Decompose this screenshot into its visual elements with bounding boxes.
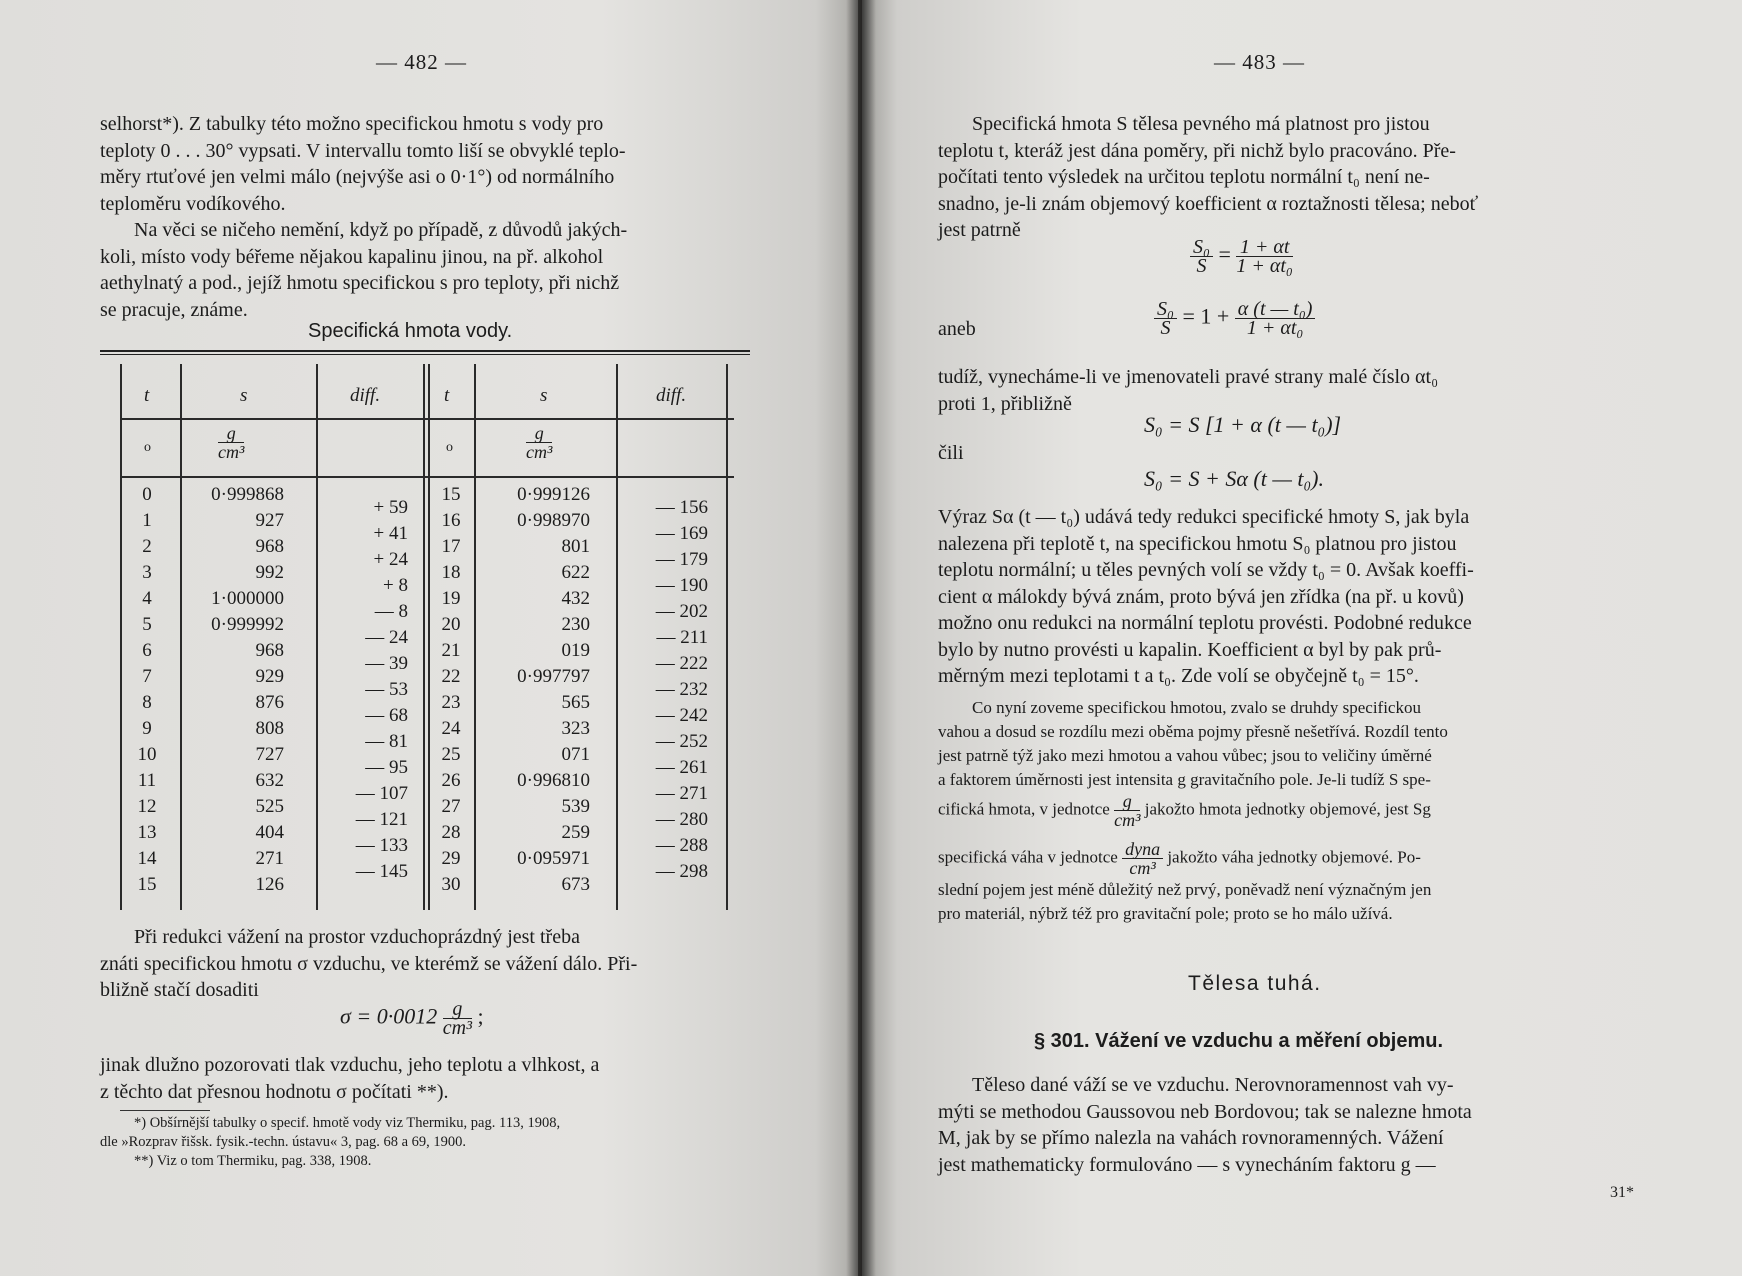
table-cell: — 242 [655, 705, 708, 726]
table-cell: 15 [441, 484, 461, 505]
table-cell: 876 [255, 692, 284, 713]
column-s1 [184, 482, 284, 898]
table-cell: 727 [255, 744, 284, 765]
text-line: jinak dlužno pozorovati tlak vzduchu, jeho teplotu a vlhkost, a [100, 1054, 600, 1076]
unit-degree: o [144, 440, 151, 455]
table-cell: 23 [441, 692, 461, 713]
table-cell: 17 [441, 536, 461, 557]
text-line: z těchto dat přesnou hodnotu σ počítati **). [100, 1080, 449, 1103]
text-line: Co nyní zoveme specifickou hmotou, zvalo se druhdy specifickou [972, 698, 1421, 717]
text-line: Při redukci vážení na prostor vzduchoprázdný jest třeba [134, 926, 580, 948]
header-t: t [144, 385, 150, 406]
text-line: možno onu redukci na normální teplotu provésti. Podobné redukce [938, 612, 1472, 634]
eq1-lden: S [1196, 255, 1207, 277]
table-cell: — 107 [355, 783, 408, 804]
column-s2 [490, 482, 590, 898]
table-cell: 0 [142, 484, 152, 505]
table-col-line [474, 364, 476, 910]
unit-den: cm³ [526, 442, 553, 462]
table-cell: 565 [561, 692, 590, 713]
table-cell: 2 [142, 536, 152, 557]
table-cell: 019 [561, 640, 590, 661]
eq2-rden: 1 + αt₀ [1246, 317, 1304, 339]
table-cell: 14 [137, 848, 157, 869]
table-cell: 18 [441, 562, 461, 583]
table-col-line [316, 364, 318, 910]
table-cell: 259 [561, 822, 590, 843]
table-cell: 24 [441, 718, 461, 739]
text-line: jest patrně [938, 219, 1021, 241]
table-cell: 1 [142, 510, 152, 531]
table-top-rule-2 [100, 354, 750, 355]
footnote-line: **) Viz o tom Thermiku, pag. 338, 1908. [134, 1153, 372, 1169]
table-cell: 539 [561, 796, 590, 817]
text-line: jest mathematicky formulováno — s vynecháním faktoru g — [938, 1153, 1436, 1176]
eq2-lnum: S₀ [1154, 300, 1177, 319]
small2-num: g [1114, 792, 1140, 811]
text-span: specifická váha v jednotce [938, 847, 1118, 867]
table-cell: + 8 [383, 575, 408, 596]
small-line-fraction-1 [938, 792, 1650, 829]
unit-fraction [526, 424, 552, 461]
table-cell: 15 [137, 874, 157, 895]
text-line: bylo by nutno provésti u kapalin. Koefficient α byl by pak prů- [938, 638, 1442, 661]
table-cell: 13 [137, 822, 157, 843]
table-cell: + 41 [373, 523, 408, 544]
equation-3: S₀ = S [1 + α (t — t₀)] [1144, 412, 1342, 437]
table-col-line [616, 364, 618, 910]
small3-den: cm³ [1129, 858, 1156, 878]
table-cell: — 24 [365, 627, 408, 648]
table-cell: — 156 [655, 497, 708, 518]
unit-fraction [218, 424, 244, 461]
eq1-lnum: S₀ [1190, 238, 1213, 257]
column-diff1 [336, 495, 408, 885]
column-t1 [132, 482, 162, 898]
table-cell: 30 [441, 874, 461, 895]
left-paragraph-4 [100, 1052, 750, 1105]
text-line: snadno, je-li znám objemový koefficient α roztažnosti tělesa; neboť [938, 192, 1479, 215]
table-cell: 808 [255, 718, 284, 739]
table-cell: 21 [441, 640, 461, 661]
table-cell: + 59 [373, 497, 408, 518]
text-line: cient α málokdy bývá znám, proto bývá jen zřídka (na př. u kovů) [938, 585, 1464, 608]
text-line: selhorst*). Z tabulky této možno specifickou hmotu s vody pro [100, 113, 604, 135]
unit-num: g [218, 424, 244, 443]
eq2-rnum: α (t — t₀) [1235, 300, 1316, 319]
text-line: pro materiál, nýbrž též pro gravitační pole; proto se ho málo užívá. [938, 904, 1393, 923]
header-s: s [240, 385, 248, 406]
table-cell: 0·997797 [517, 666, 590, 687]
footnotes [100, 1114, 760, 1171]
text-line: proti 1, přibližně [938, 392, 1072, 415]
table-cell: 622 [561, 562, 590, 583]
text-line: měry rtuťové jen velmi málo (nejvýše asi o 0·1°) od normálního [100, 166, 615, 188]
text-span: cifická hmota, v jednotce [938, 799, 1110, 819]
table-cell: — 81 [365, 731, 408, 752]
right-paragraph-3 [938, 504, 1650, 690]
table-cell: — 190 [655, 575, 708, 596]
text-line: Na věci se ničeho nemění, když po případě, z důvodů jakých- [134, 219, 628, 241]
table-top-rule [100, 350, 750, 352]
table-cell: 8 [142, 692, 152, 713]
table-cell: — 280 [655, 809, 708, 830]
eq1-rnum: 1 + αt [1236, 238, 1293, 257]
table-cell: — 169 [655, 523, 708, 544]
text-line: teplotu normální; u těles pevných volí se vždy t₀ = 0. Avšak koeffi- [938, 559, 1474, 581]
table-cell: 22 [441, 666, 461, 687]
left-paragraph-2 [100, 217, 750, 323]
table-cell: — 271 [655, 783, 708, 804]
table-cell: 432 [561, 588, 590, 609]
table-cell: 6 [142, 640, 152, 661]
table-cell: — 68 [365, 705, 408, 726]
page-number-right: — 483 — [1214, 50, 1305, 74]
table-cell: — 202 [655, 601, 708, 622]
table-cell: — 8 [374, 601, 408, 622]
table-cell: 5 [142, 614, 152, 635]
table-cell: — 145 [355, 861, 408, 882]
right-paragraph-4 [938, 1072, 1650, 1178]
text-span: jakožto hmota jednotky objemové, jest Sg [1144, 799, 1431, 819]
table-cell: 29 [441, 848, 461, 869]
table-cell: 927 [255, 510, 284, 531]
text-line: Specifická hmota S tělesa pevného má platnost pro jistou [972, 113, 1430, 135]
text-line: teplotu t, kteráž jest dána poměry, při nichž bylo pracováno. Pře- [938, 139, 1456, 162]
table-cell: 1·000000 [211, 588, 284, 609]
table-cell: 271 [255, 848, 284, 869]
equation-2 [1154, 300, 1315, 337]
table-title: Specifická hmota vody. [308, 320, 513, 342]
table-cell: — 179 [655, 549, 708, 570]
table-header-divider [120, 476, 734, 478]
text-line: vahou a dosud se rozdílu mezi oběma pojmy přesně nešetřívá. Rozdíl tento [938, 722, 1448, 741]
table-cell: 0·996810 [517, 770, 590, 791]
footnote-line: *) Obšírnější tabulky o specif. hmotě vody viz Thermiku, pag. 113, 1908, [134, 1115, 561, 1131]
signature-mark: 31* [1610, 1184, 1634, 1201]
footnote-rule [120, 1110, 210, 1111]
table-cell: 0·999992 [211, 614, 284, 635]
unit-num: g [526, 424, 552, 443]
table-cell: — 222 [655, 653, 708, 674]
text-line: mýti se methodou Gaussovou neb Bordovou; tak se nalezne hmota [938, 1100, 1472, 1123]
table-cell: 230 [561, 614, 590, 635]
table-header-divider [120, 418, 734, 420]
right-paragraph-2 [938, 364, 1650, 417]
table-cell: 11 [137, 770, 157, 791]
text-line: nalezena při teplotě t, na specifickou hmotu S₀ platnou pro jistou [938, 532, 1457, 555]
text-line: měrným mezi teplotami t a t₀. Zde volí se obyčejně t₀ = 15°. [938, 665, 1419, 687]
table-cell: 525 [255, 796, 284, 817]
sigma-eq-den: cm³ [442, 1017, 473, 1039]
column-t2 [436, 482, 466, 898]
table-col-line [726, 364, 728, 910]
table-cell: 071 [561, 744, 590, 765]
table-cell: — 252 [655, 731, 708, 752]
subsection-title: § 301. Vážení ve vzduchu a měření objemu. [1034, 1030, 1444, 1052]
text-line: teploty 0 . . . 30° vypsati. V intervallu tomto liší se obvyklé teplo- [100, 139, 626, 162]
table-cell: — 298 [655, 861, 708, 882]
table-col-line [120, 364, 122, 910]
eq2-lden: S [1160, 317, 1171, 339]
table-cell: 673 [561, 874, 590, 895]
text-line: aethylnatý a pod., jejíž hmotu specifickou s pro teploty, při nichž [100, 272, 620, 294]
water-density-table [100, 350, 750, 910]
page-number-left: — 482 — [376, 50, 467, 74]
text-line: bližně stačí dosaditi [100, 979, 259, 1001]
left-page [0, 0, 858, 1276]
column-diff2 [636, 495, 708, 885]
text-line: Těleso dané váží se ve vzduchu. Nerovnoramennost vah vy- [972, 1074, 1454, 1096]
table-cell: — 133 [355, 835, 408, 856]
left-paragraph-3 [100, 924, 750, 1004]
table-cell: 26 [441, 770, 461, 791]
unit-degree: o [446, 440, 453, 455]
text-line: slední pojem jest méně důležitý než prvý, poněvadž není význačným jen [938, 880, 1432, 899]
table-cell: 27 [441, 796, 461, 817]
table-cell: 16 [441, 510, 461, 531]
left-paragraph-1 [100, 111, 750, 217]
table-cell: — 95 [365, 757, 408, 778]
table-cell: + 24 [373, 549, 408, 570]
table-cell: 968 [255, 640, 284, 661]
eq2-mid: = 1 + [1182, 303, 1230, 329]
table-cell: 25 [441, 744, 461, 765]
table-col-line [180, 364, 182, 910]
header-t: t [444, 385, 450, 406]
sigma-eq-num: g [443, 1000, 472, 1019]
aneb-label: aneb [938, 318, 976, 340]
table-cell: 632 [255, 770, 284, 791]
right-small-paragraph [938, 696, 1650, 792]
table-cell: — 53 [365, 679, 408, 700]
table-cell: — 232 [655, 679, 708, 700]
header-s: s [540, 385, 548, 406]
text-line: a faktorem úměrnosti jest intensita g gravitačního pole. Je-li tudíž S spe- [938, 770, 1431, 789]
table-cell: 126 [255, 874, 284, 895]
table-cell: 0·999868 [211, 484, 284, 505]
table-col-double-line [423, 364, 425, 910]
eq1-rden: 1 + αt₀ [1236, 255, 1293, 277]
text-span: jakožto váha jednotky objemové. Po- [1167, 847, 1421, 867]
table-cell: 801 [561, 536, 590, 557]
sigma-eq-end: ; [477, 1003, 484, 1029]
sigma-equation [340, 1000, 484, 1037]
header-diff: diff. [656, 385, 687, 406]
text-line: teploměru vodíkového. [100, 192, 286, 215]
equation-4: S₀ = S + Sα (t — t₀). [1144, 466, 1324, 491]
sigma-eq-left: σ = 0·0012 [340, 1003, 438, 1029]
text-line: počítati tento výsledek na určitou teplotu normální t₀ není ne- [938, 166, 1430, 188]
table-cell: 4 [142, 588, 152, 609]
text-line: M, jak by se přímo nalezla na vahách rovnoramenných. Vážení [938, 1127, 1444, 1149]
small3-num: dyna [1122, 840, 1163, 859]
cili-label: čili [938, 442, 964, 464]
table-cell: — 211 [656, 627, 708, 648]
header-diff: diff. [350, 385, 381, 406]
small-line-fraction-2 [938, 840, 1650, 877]
table-cell: 12 [137, 796, 157, 817]
table-cell: 20 [441, 614, 461, 635]
table-cell: — 261 [655, 757, 708, 778]
table-cell: — 121 [355, 809, 408, 830]
table-cell: 404 [255, 822, 284, 843]
book-gutter [846, 0, 876, 1276]
text-line: Výraz Sα (t — t₀) udává tedy redukci specifické hmoty S, jak byla [938, 506, 1470, 528]
table-cell: — 39 [365, 653, 408, 674]
table-cell: 0·998970 [517, 510, 590, 531]
table-cell: 992 [255, 562, 284, 583]
table-cell: 323 [561, 718, 590, 739]
table-cell: 0·095971 [517, 848, 590, 869]
text-line: tudíž, vynecháme-li ve jmenovateli pravé strany malé číslo αt₀ [938, 366, 1439, 388]
right-paragraph-1 [938, 111, 1650, 244]
table-cell: 19 [441, 588, 461, 609]
text-line: koli, místo vody béřeme nějakou kapalinu jinou, na př. alkohol [100, 245, 604, 268]
table-cell: 28 [441, 822, 461, 843]
table-cell: 9 [142, 718, 152, 739]
text-line: znáti specifickou hmotu σ vzduchu, ve kterémž se vážení dálo. Při- [100, 952, 638, 975]
table-cell: 3 [142, 562, 152, 583]
right-small-paragraph-end [938, 878, 1650, 926]
table-cell: — 288 [655, 835, 708, 856]
equation-1: $\frac{\text{S₀}}{S}$ = $\frac{1 + \alpha t}{\text{1 + αt₀}}$ [1190, 238, 1293, 275]
table-cell: 7 [142, 666, 152, 687]
text-line: se pracuje, známe. [100, 298, 248, 321]
right-page [862, 0, 1742, 1276]
table-cell: 968 [255, 536, 284, 557]
small2-den: cm³ [1114, 810, 1141, 830]
text-line: jest patrně týž jako mezi hmotou a vahou vůbec; jsou to veličiny úměrné [938, 746, 1432, 765]
unit-den: cm³ [218, 442, 245, 462]
table-cell: 929 [255, 666, 284, 687]
table-cell: 0·999126 [517, 484, 590, 505]
section-title: Tělesa tuhá. [1188, 972, 1322, 995]
footnote-line: dle »Rozprav řišsk. fysik.-techn. ústavu« 3, pag. 68 a 69, 1900. [100, 1134, 467, 1150]
table-cell: 10 [137, 744, 157, 765]
